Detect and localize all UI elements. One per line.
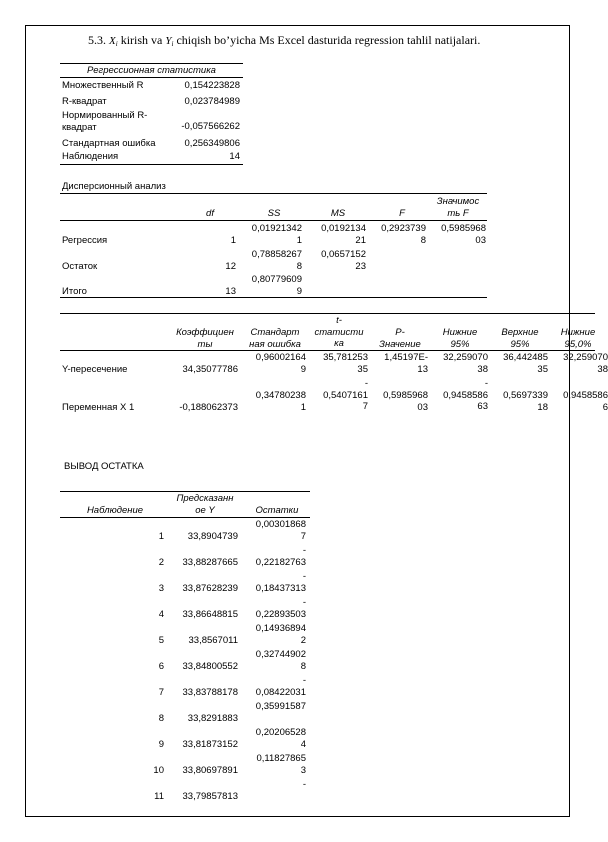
stat-value: 0,154223828 <box>184 80 240 91</box>
coef-header-p-value: P- Значение <box>379 327 421 350</box>
residual-value: 0,11827865 3 <box>256 753 306 776</box>
section-heading <box>88 33 480 48</box>
residual-observation: 2 <box>158 557 164 568</box>
anova-df: 12 <box>225 261 236 272</box>
residual-observation: 7 <box>158 687 164 698</box>
residual-value: 0,32744902 8 <box>255 649 306 672</box>
residual-value: 0,14936894 2 <box>255 623 306 646</box>
residual-predicted-y: 33,8291883 <box>187 713 238 724</box>
residual-observation: 11 <box>154 791 164 802</box>
coef-t-stat: 35,781253 35 <box>323 352 368 375</box>
heading-text-suffix: chiqish bo’yicha Ms Excel dasturida regression tahlil natijalari. <box>173 33 481 47</box>
coef-lower-95: - 0,9458586 63 <box>443 378 488 412</box>
residual-observation: 3 <box>158 583 164 594</box>
residual-observation: 6 <box>158 661 164 672</box>
residual-observation: 4 <box>158 609 164 620</box>
coef-header-lower-95-0: Нижние 95,0% <box>560 327 596 350</box>
coef-value: 34,35077786 <box>182 364 238 375</box>
anova-ss: 0,80779609 9 <box>251 274 302 297</box>
coef-header-std-error: Стандарт ная ошибка <box>249 327 301 350</box>
coef-p-value: 0,5985968 03 <box>383 390 428 413</box>
anova-f: 0,2923739 8 <box>381 223 426 246</box>
residual-value: 0,20206528 4 <box>255 727 306 750</box>
stat-label: Множественный R <box>62 80 144 91</box>
anova-header-significance-f: Значимос ть F <box>436 196 480 219</box>
residual-predicted-y: 33,8567011 <box>188 635 238 646</box>
anova-row-label: Остаток <box>62 261 98 272</box>
anova-row-label: Итого <box>62 286 87 297</box>
anova-df: 1 <box>230 235 236 246</box>
stat-value: 0,023784989 <box>184 96 240 107</box>
residual-value: 0,00301868 7 <box>255 519 306 542</box>
stat-label: R-квадрат <box>62 96 107 107</box>
coef-header-lower-95: Нижние 95% <box>442 327 478 350</box>
coef-upper-95: 0,5697339 18 <box>503 390 548 413</box>
anova-df: 13 <box>225 286 236 297</box>
residuals-header-observation: Наблюдение <box>86 505 144 516</box>
stat-value: -0,057566262 <box>181 121 240 132</box>
residual-observation: 5 <box>158 635 164 646</box>
residual-observation: 8 <box>158 713 164 724</box>
stat-label: Нормированный R- квадрат <box>62 110 148 133</box>
x-variable: $X_i$ <box>109 35 118 48</box>
anova-ss: 0,78858267 8 <box>251 249 302 272</box>
residual-observation: 10 <box>153 765 164 776</box>
heading-number: 5.3. <box>88 33 109 47</box>
residual-predicted-y: 33,8904739 <box>187 531 238 542</box>
stat-value: 0,256349806 <box>184 138 240 149</box>
coef-p-value: 1,45197E- 13 <box>384 352 428 375</box>
anova-ss: 0,01921342 1 <box>251 223 302 246</box>
residual-observation: 1 <box>158 531 164 542</box>
coef-value: -0,188062373 <box>179 402 238 413</box>
residual-predicted-y: 33,80697891 <box>182 765 238 776</box>
anova-significance: 0,5985968 03 <box>441 223 486 246</box>
coef-t-stat: - 0,5407161 7 <box>323 378 368 412</box>
residual-value: - 0,22182763 <box>255 545 306 568</box>
coef-upper-95: 36,442485 35 <box>503 352 548 375</box>
residual-predicted-y: 33,84800552 <box>182 661 238 672</box>
coef-row-label: Переменная X 1 <box>62 402 135 413</box>
coef-lower-95-0: 32,259070 38 <box>563 352 608 375</box>
coef-header-coefficients: Коэффициен ты <box>176 327 234 350</box>
coef-lower-95-0: 0,9458586 6 <box>563 390 608 413</box>
residuals-header-predicted-y: Предсказанн ое Y <box>176 493 234 516</box>
anova-ms: 0,0192134 21 <box>321 223 366 246</box>
residual-observation: 9 <box>158 739 164 750</box>
residual-predicted-y: 33,87628239 <box>182 583 238 594</box>
residual-predicted-y: 33,79857813 <box>182 791 238 802</box>
regression-stats-title: Регрессионная статистика <box>87 65 216 76</box>
anova-header-df: df <box>206 208 214 219</box>
anova-ms: 0,0657152 23 <box>321 249 366 272</box>
coef-header-t-stat: t- статисти ка <box>314 315 364 349</box>
residuals-title: ВЫВОД ОСТАТКА <box>64 461 144 472</box>
residual-value: - <box>302 779 306 790</box>
y-variable: $Y_i$ <box>165 35 174 48</box>
anova-row-label: Регрессия <box>62 235 108 246</box>
residual-predicted-y: 33,88287665 <box>182 557 238 568</box>
coef-header-upper-95: Верхние 95% <box>501 327 539 350</box>
residual-value: - 0,18437313 <box>255 571 306 594</box>
coef-std-error: 0,96002164 9 <box>255 352 306 375</box>
stat-value: 14 <box>229 151 240 162</box>
residual-value: 0,35991587 <box>255 701 306 712</box>
residuals-header-residuals: Остатки <box>255 505 299 516</box>
stat-label: Стандартная ошибка <box>62 138 156 149</box>
residual-value: - 0,08422031 <box>255 675 306 698</box>
coef-std-error: 0,34780238 1 <box>255 390 306 413</box>
anova-header-f: F <box>399 208 405 219</box>
anova-title: Дисперсионный анализ <box>62 181 166 192</box>
heading-text-middle: kirish va <box>117 33 166 47</box>
residual-predicted-y: 33,86648815 <box>182 609 238 620</box>
residual-predicted-y: 33,83788178 <box>182 687 238 698</box>
excel-output-sheet <box>60 60 608 820</box>
residual-predicted-y: 33,81873152 <box>182 739 238 750</box>
coef-row-label: Y-пересечение <box>62 364 128 375</box>
stat-label: Наблюдения <box>62 151 119 162</box>
anova-header-ss: SS <box>267 208 281 219</box>
anova-header-ms: MS <box>330 208 346 219</box>
coef-lower-95: 32,259070 38 <box>443 352 488 375</box>
residual-value: - 0,22893503 <box>255 597 306 620</box>
